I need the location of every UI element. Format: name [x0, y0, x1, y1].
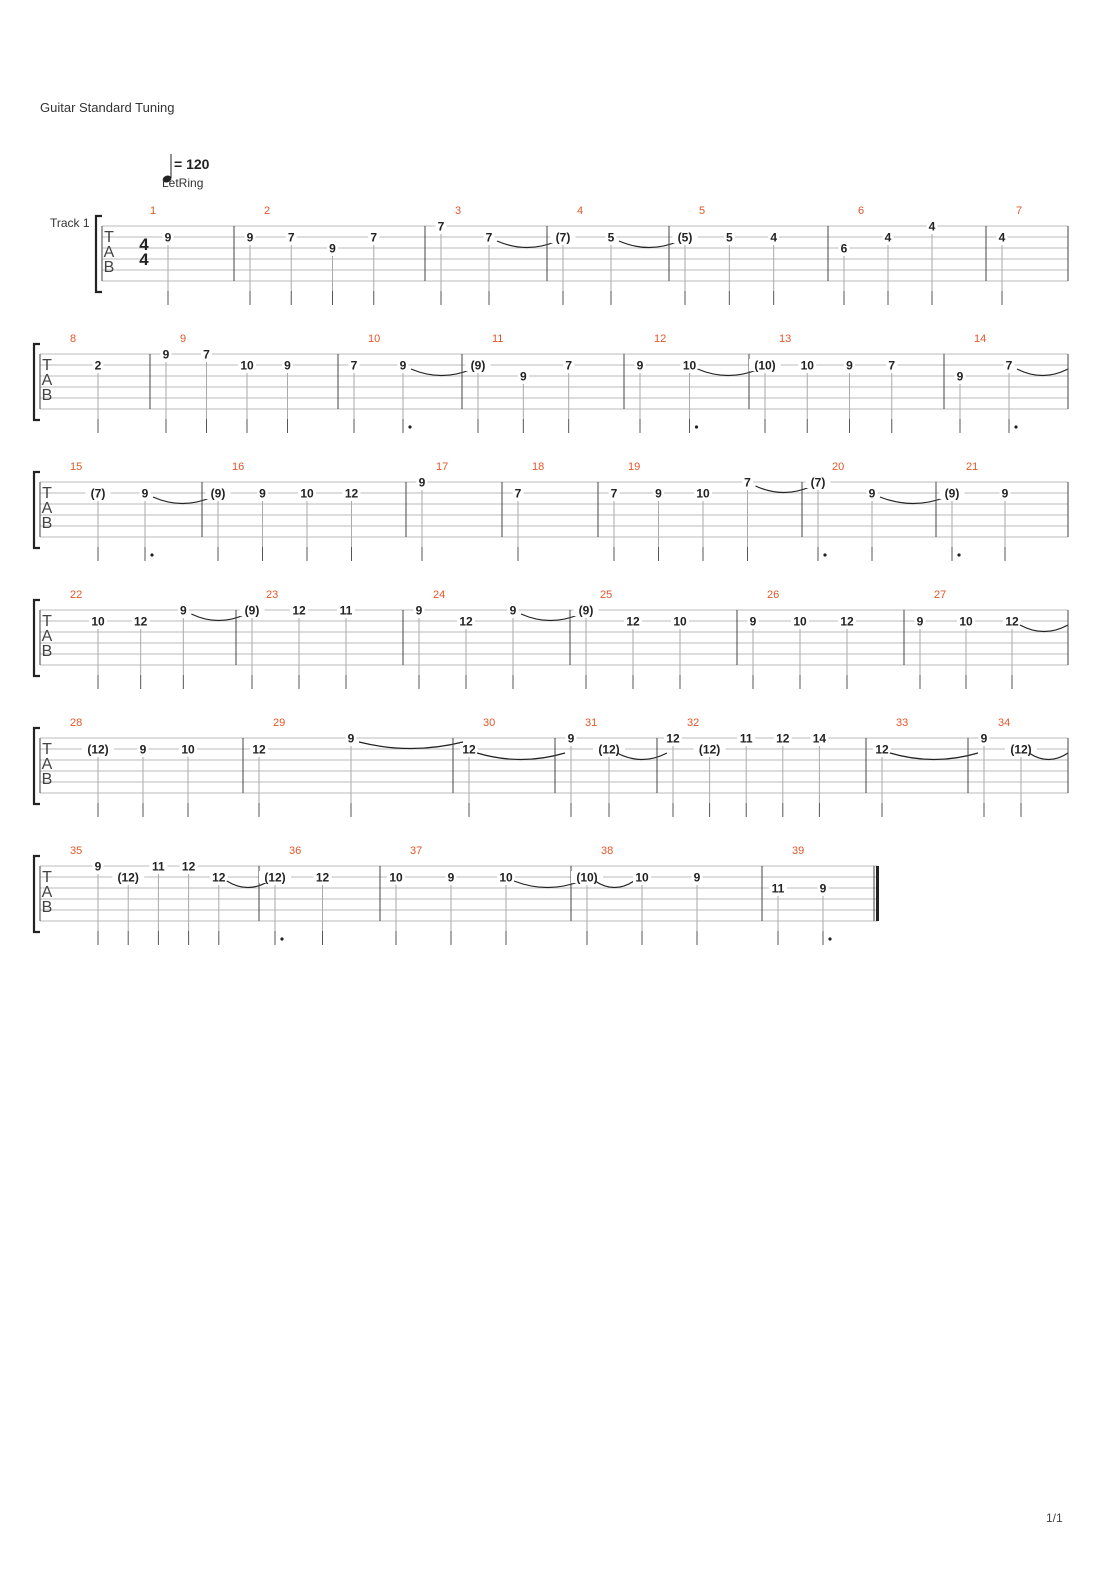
bar-number: 33 — [896, 717, 909, 729]
fret-number: (12) — [117, 870, 139, 885]
fret-number: (9) — [210, 486, 226, 501]
bar-number: 30 — [483, 717, 496, 729]
fret-number: 7 — [565, 358, 573, 373]
fret-number: 9 — [415, 603, 423, 618]
fret-number: 9 — [284, 358, 291, 373]
fret-number: 10 — [793, 614, 807, 629]
fret-number: 11 — [152, 859, 165, 874]
tempo-text: = 120 — [174, 156, 210, 172]
fret-number: 4 — [998, 230, 1006, 245]
bar-number: 22 — [70, 589, 83, 601]
bar-number: 13 — [779, 333, 792, 345]
bar-number: 31 — [585, 717, 598, 729]
fret-number: 7 — [350, 358, 358, 373]
tab-letter: B — [41, 643, 53, 660]
fret-number: 4 — [770, 230, 778, 245]
bar-number: 14 — [974, 333, 987, 345]
bar-number: 25 — [600, 589, 613, 601]
fret-number: 10 — [181, 742, 195, 757]
bar-number: 1 — [150, 205, 157, 217]
fret-number: 12 — [875, 742, 889, 757]
fret-number: 12 — [315, 870, 330, 885]
tab-letter: T — [42, 741, 52, 758]
fret-number: 9 — [259, 486, 266, 501]
fret-number: (12) — [264, 870, 286, 885]
rhythm-dot — [150, 553, 153, 556]
rhythm-dot — [823, 553, 826, 556]
bar-number: 19 — [628, 461, 641, 473]
fret-number: 10 — [696, 486, 710, 501]
tab-letter: T — [42, 613, 52, 630]
tie-arc — [1020, 625, 1068, 632]
fret-number: 12 — [212, 870, 226, 885]
fret-number: 12 — [666, 731, 680, 746]
fret-number: 4 — [928, 219, 936, 234]
fret-number: 9 — [329, 241, 336, 256]
fret-number: 9 — [819, 881, 827, 896]
tab-letter: B — [41, 899, 53, 916]
fret-number: (9) — [470, 358, 486, 373]
fret-number: 12 — [252, 742, 266, 757]
fret-number: 12 — [462, 742, 476, 757]
fret-number: 9 — [139, 742, 147, 757]
bar-number: 27 — [934, 589, 947, 601]
bar-number: 12 — [654, 333, 667, 345]
fret-number: 12 — [776, 731, 790, 746]
bar-number: 6 — [858, 205, 865, 217]
rhythm-dot — [957, 553, 960, 556]
bar-number: 15 — [70, 461, 83, 473]
fret-number: 11 — [739, 731, 753, 746]
fret-number: 9 — [164, 230, 172, 245]
fret-number: 12 — [292, 603, 306, 618]
bar-number: 21 — [966, 461, 979, 473]
fret-number: 7 — [287, 230, 295, 245]
fret-number: 7 — [744, 475, 751, 490]
fret-number: 10 — [499, 870, 513, 885]
fret-number: 11 — [339, 603, 353, 618]
fret-number: 9 — [347, 731, 355, 746]
fret-number: 7 — [370, 230, 378, 245]
fret-number: 9 — [447, 870, 455, 885]
tie-arc — [477, 753, 565, 760]
rhythm-dot — [408, 425, 411, 428]
bar-number: 38 — [601, 845, 614, 857]
fret-number: (12) — [1010, 742, 1032, 757]
fret-number: 9 — [693, 870, 701, 885]
fret-number: (9) — [944, 486, 960, 501]
fret-number: 12 — [344, 486, 359, 501]
system-bracket — [34, 344, 40, 420]
fret-number: 7 — [888, 358, 896, 373]
fret-number: (12) — [698, 742, 721, 757]
fret-number: 11 — [771, 881, 785, 896]
bar-number: 2 — [264, 205, 271, 217]
rhythm-dot — [280, 937, 283, 940]
fret-number: 5 — [725, 230, 733, 245]
fret-number: 12 — [626, 614, 640, 629]
bar-number: 10 — [368, 333, 381, 345]
fret-number: 10 — [800, 358, 814, 373]
tab-letter: A — [41, 756, 53, 773]
tab-letter: A — [103, 244, 115, 261]
page-title: Guitar Standard Tuning — [40, 100, 175, 115]
tie-arc — [153, 497, 212, 504]
bar-number: 24 — [433, 589, 446, 601]
fret-number: (7) — [90, 486, 106, 501]
fret-number: 9 — [636, 358, 644, 373]
bar-number: 20 — [832, 461, 845, 473]
fret-number: 12 — [133, 614, 148, 629]
system-bracket — [34, 856, 40, 932]
final-barline — [876, 866, 879, 921]
tab-letter: T — [42, 357, 52, 374]
fret-number: 9 — [162, 347, 170, 362]
bar-number: 9 — [180, 333, 187, 345]
fret-number: 9 — [980, 731, 988, 746]
system-bracket — [34, 728, 40, 804]
fret-number: 9 — [399, 358, 407, 373]
page-number: 1/1 — [1046, 1511, 1063, 1525]
rhythm-dot — [695, 425, 698, 428]
fret-number: 7 — [437, 219, 445, 234]
bar-number: 7 — [1016, 205, 1023, 217]
bar-number: 5 — [699, 205, 706, 217]
system-bracket — [34, 472, 40, 548]
fret-number: 9 — [519, 369, 527, 384]
rhythm-dot — [1014, 425, 1017, 428]
bar-number: 4 — [577, 205, 584, 217]
fret-number: 10 — [673, 614, 687, 629]
bar-number: 17 — [436, 461, 449, 473]
fret-number: 9 — [179, 603, 187, 618]
tab-letter: A — [41, 884, 53, 901]
fret-number: 9 — [1001, 486, 1009, 501]
fret-number: 10 — [389, 870, 403, 885]
fret-number: (12) — [598, 742, 620, 757]
fret-number: (7) — [555, 230, 571, 245]
bar-number: 36 — [289, 845, 302, 857]
fret-number: 9 — [916, 614, 924, 629]
tab-letter: A — [41, 500, 53, 517]
bar-number: 35 — [70, 845, 83, 857]
fret-number: (7) — [810, 475, 826, 490]
fret-number: 12 — [459, 614, 473, 629]
tie-arc — [756, 486, 813, 493]
fret-number: 9 — [509, 603, 517, 618]
tie-arc — [619, 241, 679, 248]
fret-number: 9 — [846, 358, 853, 373]
fret-number: 10 — [240, 358, 254, 373]
fret-number: 2 — [94, 358, 102, 373]
time-signature-digit: 4 — [139, 235, 149, 254]
fret-number: 7 — [203, 347, 210, 362]
tie-arc — [890, 753, 978, 760]
system-bracket — [34, 600, 40, 676]
fret-number: (12) — [87, 742, 109, 757]
tab-letter: T — [104, 229, 114, 246]
fret-number: 10 — [682, 358, 697, 373]
fret-number: 7 — [514, 486, 522, 501]
bar-number: 11 — [492, 333, 504, 345]
let-ring-text: LetRing — [162, 176, 204, 190]
bar-number: 29 — [273, 717, 286, 729]
fret-number: 10 — [635, 870, 649, 885]
tab-letter: B — [41, 515, 53, 532]
fret-number: 9 — [749, 614, 757, 629]
bar-number: 23 — [266, 589, 279, 601]
bar-number: 8 — [70, 333, 77, 345]
fret-number: 9 — [141, 486, 149, 501]
time-signature-digit: 4 — [139, 250, 149, 269]
tie-arc — [497, 241, 557, 248]
track-label: Track 1 — [50, 216, 90, 230]
bar-number: 16 — [232, 461, 245, 473]
fret-number: 9 — [246, 230, 254, 245]
fret-number: 7 — [485, 230, 493, 245]
fret-number: 9 — [956, 369, 964, 384]
tab-letter: B — [41, 387, 53, 404]
bar-number: 34 — [998, 717, 1011, 729]
fret-number: 12 — [181, 859, 196, 874]
fret-number: 10 — [959, 614, 973, 629]
tie-arc — [411, 369, 472, 376]
fret-number: 9 — [868, 486, 876, 501]
fret-number: 4 — [884, 230, 892, 245]
tab-letter: A — [41, 628, 53, 645]
tie-arc — [521, 614, 580, 621]
fret-number: 5 — [607, 230, 615, 245]
bar-number: 28 — [70, 717, 83, 729]
fret-number: 7 — [610, 486, 618, 501]
tab-letter: T — [42, 869, 52, 886]
bar-number: 32 — [687, 717, 700, 729]
fret-number: 9 — [418, 475, 426, 490]
tab-letter: A — [41, 372, 53, 389]
tie-arc — [359, 742, 463, 749]
fret-number: (9) — [244, 603, 260, 618]
fret-number: (9) — [578, 603, 594, 618]
fret-number: 14 — [812, 731, 827, 746]
rhythm-dot — [828, 937, 831, 940]
bar-number: 37 — [410, 845, 423, 857]
fret-number: 9 — [567, 731, 575, 746]
bar-number: 26 — [767, 589, 780, 601]
fret-number: 12 — [1005, 614, 1019, 629]
tab-letter: B — [41, 771, 53, 788]
bar-number: 39 — [792, 845, 805, 857]
tie-arc — [1017, 369, 1068, 376]
fret-number: (10) — [576, 870, 598, 885]
tie-arc — [191, 614, 246, 621]
fret-number: 10 — [91, 614, 105, 629]
fret-number: 9 — [94, 859, 102, 874]
fret-number: (5) — [677, 230, 693, 245]
fret-number: 9 — [655, 486, 662, 501]
fret-number: (10) — [754, 358, 776, 373]
fret-number: 7 — [1005, 358, 1013, 373]
fret-number: 12 — [840, 614, 854, 629]
tab-letter: T — [42, 485, 52, 502]
bar-number: 18 — [532, 461, 545, 473]
bar-number: 3 — [455, 205, 462, 217]
tab-letter: B — [103, 259, 115, 276]
system-bracket — [96, 216, 102, 292]
fret-number: 10 — [300, 486, 314, 501]
fret-number: 6 — [840, 241, 848, 256]
